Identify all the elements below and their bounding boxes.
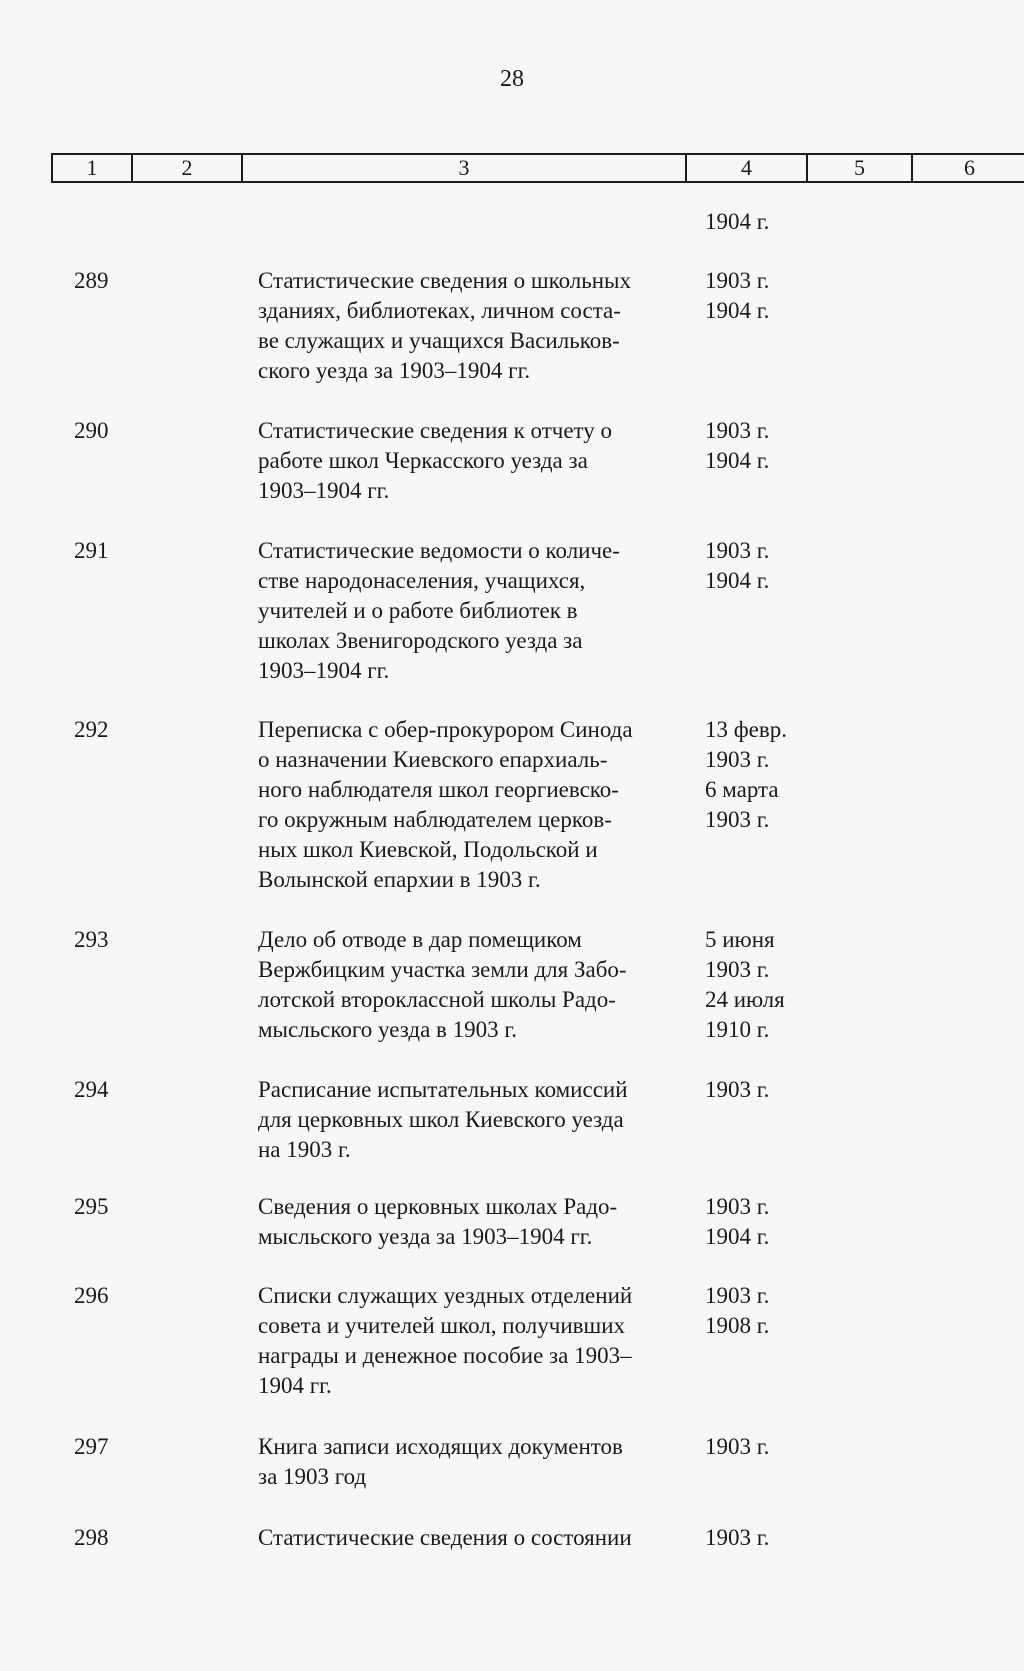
record-date: 1903 г. bbox=[705, 1194, 770, 1219]
record-date: 1904 г. bbox=[705, 448, 770, 473]
record-date: 6 марта bbox=[705, 777, 779, 802]
record-date: 1904 г. bbox=[705, 1224, 770, 1249]
record-date: 1903 г. bbox=[705, 1434, 770, 1459]
record-date: 1903 г. bbox=[705, 268, 770, 293]
column-header-3: 3 bbox=[243, 155, 687, 181]
carryover-dates bbox=[705, 207, 769, 237]
record-title-line: школах Звенигородского уезда за bbox=[258, 628, 583, 653]
record-date: 24 июля bbox=[705, 987, 785, 1012]
record-title bbox=[258, 416, 688, 506]
record-title bbox=[258, 1281, 688, 1401]
record-title-line: 1904 гг. bbox=[258, 1373, 332, 1398]
record-title-line: Дело об отводе в дар помещиком bbox=[258, 927, 582, 952]
record-dates bbox=[705, 1192, 769, 1252]
record-title-line: лотской второклассной школы Радо- bbox=[258, 987, 616, 1012]
record-dates bbox=[705, 1075, 769, 1105]
record-title-line: ного наблюдателя школ георгиевско- bbox=[258, 777, 619, 802]
column-header-2: 2 bbox=[133, 155, 243, 181]
record-title-line: Сведения о церковных школах Радо- bbox=[258, 1194, 618, 1219]
record-date: 1908 г. bbox=[705, 1313, 770, 1338]
record-title-line: Статистические сведения о состоянии bbox=[258, 1525, 632, 1550]
record-title-line: Переписка с обер-прокурором Синода bbox=[258, 717, 633, 742]
record-title-line: совета и учителей школ, получивших bbox=[258, 1313, 626, 1338]
record-title bbox=[258, 536, 688, 686]
record-title-line: о назначении Киевского епархиаль- bbox=[258, 747, 608, 772]
column-header-5: 5 bbox=[808, 155, 913, 181]
record-number: 296 bbox=[74, 1283, 109, 1308]
record-title bbox=[258, 1523, 688, 1553]
record-title-line: ве служащих и учащихся Васильков- bbox=[258, 328, 620, 353]
record-dates bbox=[705, 536, 769, 596]
record-date: 1904 г. bbox=[705, 298, 770, 323]
record-number: 294 bbox=[74, 1077, 109, 1102]
record-number: 293 bbox=[74, 927, 109, 952]
record-title-line: Статистические сведения о школьных bbox=[258, 268, 631, 293]
record-dates bbox=[705, 266, 769, 326]
record-date: 1903 г. bbox=[705, 807, 770, 832]
column-header-6: 6 bbox=[964, 155, 975, 180]
carryover-date: 1904 г. bbox=[705, 209, 770, 234]
record-date: 1910 г. bbox=[705, 1017, 770, 1042]
record-title bbox=[258, 925, 688, 1045]
record-title-line: Статистические сведения к отчету о bbox=[258, 418, 613, 443]
record-title bbox=[258, 715, 688, 895]
record-date: 1903 г. bbox=[705, 747, 770, 772]
record-title-line: за 1903 год bbox=[258, 1464, 367, 1489]
record-title-line: мысльского уезда в 1903 г. bbox=[258, 1017, 517, 1042]
record-dates bbox=[705, 925, 785, 1045]
record-title bbox=[258, 1192, 688, 1252]
record-number: 292 bbox=[74, 717, 109, 742]
record-title-line: учителей и о работе библиотек в bbox=[258, 598, 578, 623]
record-date: 1903 г. bbox=[705, 1283, 770, 1308]
record-title bbox=[258, 1075, 688, 1165]
record-title-line: награды и денежное пособие за 1903– bbox=[258, 1343, 632, 1368]
record-title-line: 1903–1904 гг. bbox=[258, 478, 390, 503]
record-number: 291 bbox=[74, 538, 109, 563]
record-number: 295 bbox=[74, 1194, 109, 1219]
record-number: 290 bbox=[74, 418, 109, 443]
record-title-line: ных школ Киевской, Подольской и bbox=[258, 837, 598, 862]
record-title-line: Книга записи исходящих документов bbox=[258, 1434, 623, 1459]
record-dates bbox=[705, 1432, 769, 1462]
record-number: 298 bbox=[74, 1525, 109, 1550]
record-title-line: Вержбицким участка земли для Забо- bbox=[258, 957, 627, 982]
record-dates bbox=[705, 416, 769, 476]
record-title-line: для церковных школ Киевского уезда bbox=[258, 1107, 624, 1132]
record-date: 1903 г. bbox=[705, 957, 770, 982]
record-date: 1903 г. bbox=[705, 1525, 770, 1550]
record-title-line: Списки служащих уездных отделений bbox=[258, 1283, 633, 1308]
record-dates bbox=[705, 1523, 769, 1553]
record-title-line: работе школ Черкасского уезда за bbox=[258, 448, 588, 473]
record-title-line: Расписание испытательных комиссий bbox=[258, 1077, 628, 1102]
record-date: 1903 г. bbox=[705, 538, 770, 563]
record-title bbox=[258, 1432, 688, 1492]
record-dates bbox=[705, 1281, 769, 1341]
record-title-line: ского уезда за 1903–1904 гг. bbox=[258, 358, 531, 383]
record-date: 1903 г. bbox=[705, 418, 770, 443]
record-title-line: Статистические ведомости о количе- bbox=[258, 538, 620, 563]
table-header-row bbox=[51, 153, 1024, 183]
record-date: 1904 г. bbox=[705, 568, 770, 593]
record-date: 13 февр. bbox=[705, 717, 787, 742]
record-date: 1903 г. bbox=[705, 1077, 770, 1102]
record-title-line: Волынской епархии в 1903 г. bbox=[258, 867, 541, 892]
record-dates bbox=[705, 715, 787, 835]
record-title-line: зданиях, библиотеках, личном соста- bbox=[258, 298, 621, 323]
record-title-line: мысльского уезда за 1903–1904 гг. bbox=[258, 1224, 593, 1249]
record-title-line: на 1903 г. bbox=[258, 1137, 351, 1162]
record-title-line: го окружным наблюдателем церков- bbox=[258, 807, 612, 832]
record-date: 5 июня bbox=[705, 927, 775, 952]
column-header-4: 4 bbox=[687, 155, 808, 181]
record-title-line: 1903–1904 гг. bbox=[258, 658, 390, 683]
record-title-line: стве народонаселения, учащихся, bbox=[258, 568, 586, 593]
record-number: 297 bbox=[74, 1434, 109, 1459]
record-number: 289 bbox=[74, 268, 109, 293]
page-number: 28 bbox=[500, 66, 524, 92]
column-header-1: 1 bbox=[53, 155, 133, 181]
record-title bbox=[258, 266, 688, 386]
